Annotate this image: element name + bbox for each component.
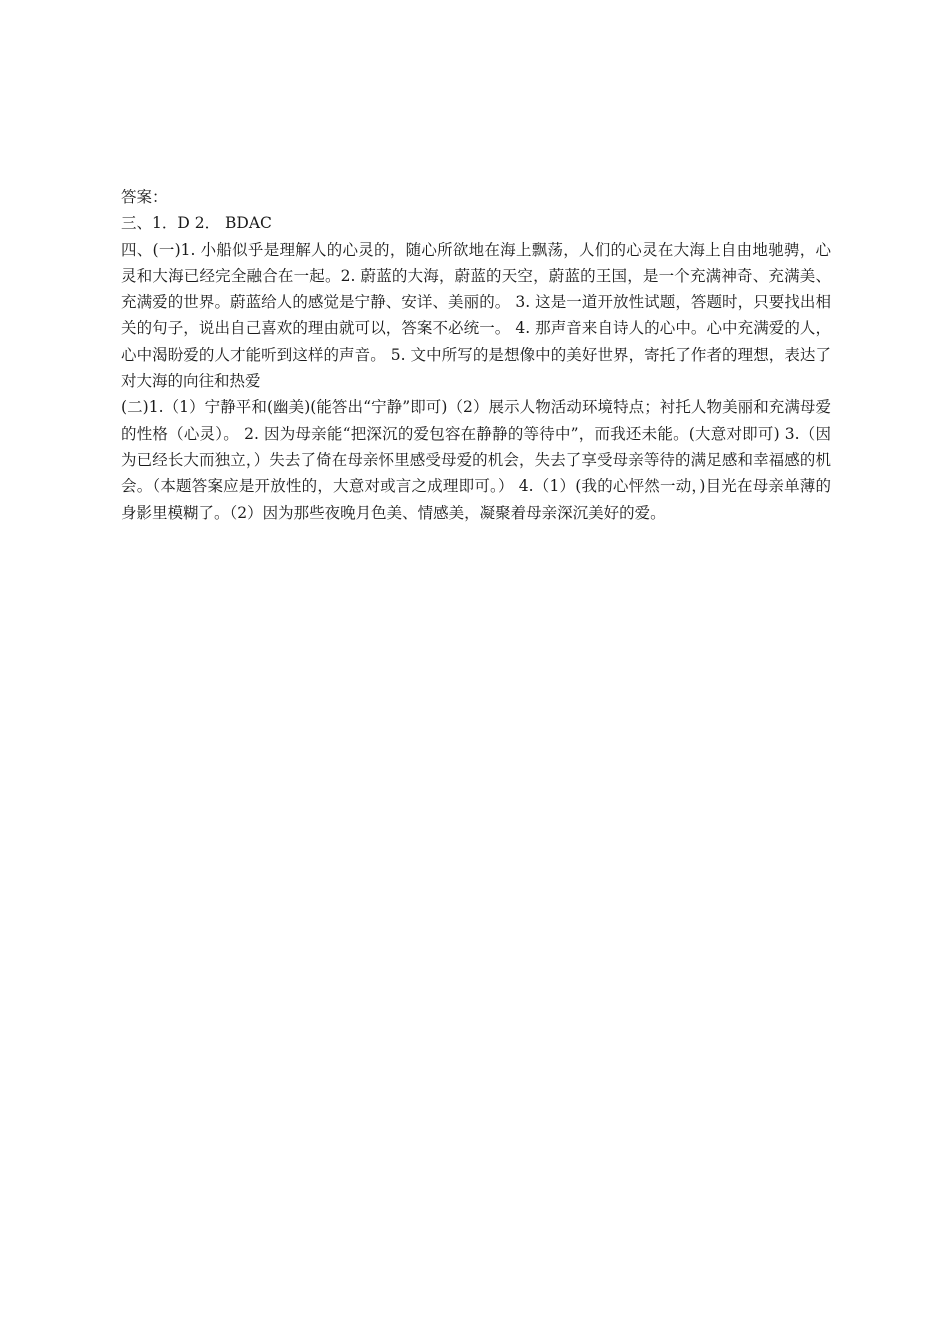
- section-four-part-one-answers: 四、(一)1. 小船似乎是理解人的心灵的，随心所欲地在海上飘荡，人们的心灵在大海上自由地驰骋，心灵和大海已经完全融合在一起。2. 蔚蓝的大海，蔚蓝的天空，蔚蓝的王国，是一个充满神奇、充满美、充满爱的世界。蔚蓝给人的感觉是宁静、安详、美丽的。 3. 这是一道开放性试题，答题时，只要找出相关的句子，说出自己喜欢的理由就可以，答案不必统一。 4. 那声音来自诗人的心中。心中充满爱的人，心中渴盼爱的人才能听到这样的声音。 5. 文中所写的是想像中的美好世界，寄托了作者的理想，表达了对大海的向往和热爱: [121, 240, 831, 391]
- answer-text-block: [121, 184, 831, 526]
- section-four-part-two-answers: (二)1.（1）宁静平和(幽美)(能答出“宁静”即可)（2）展示人物活动环境特点；衬托人物美丽和充满母爱的性格（心灵）。 2. 因为母亲能“把深沉的爱包容在静静的等待中”，而我还未能。(大意对即可) 3.（因为已经长大而独立，）失去了倚在母亲怀里感受母爱的机会，失去了享受母亲等待的满足感和幸福感的机会。（本题答案应是开放性的，大意对或言之成理即可。） 4.（1）(我的心怦然一动，)目光在母亲单薄的身影里模糊了。（2）因为那些夜晚月色美、情感美，凝聚着母亲深沉美好的爱。: [121, 398, 831, 522]
- answers-heading: 答案：: [121, 188, 168, 206]
- section-three-answers: 三、1．D 2． BDAC: [121, 214, 272, 233]
